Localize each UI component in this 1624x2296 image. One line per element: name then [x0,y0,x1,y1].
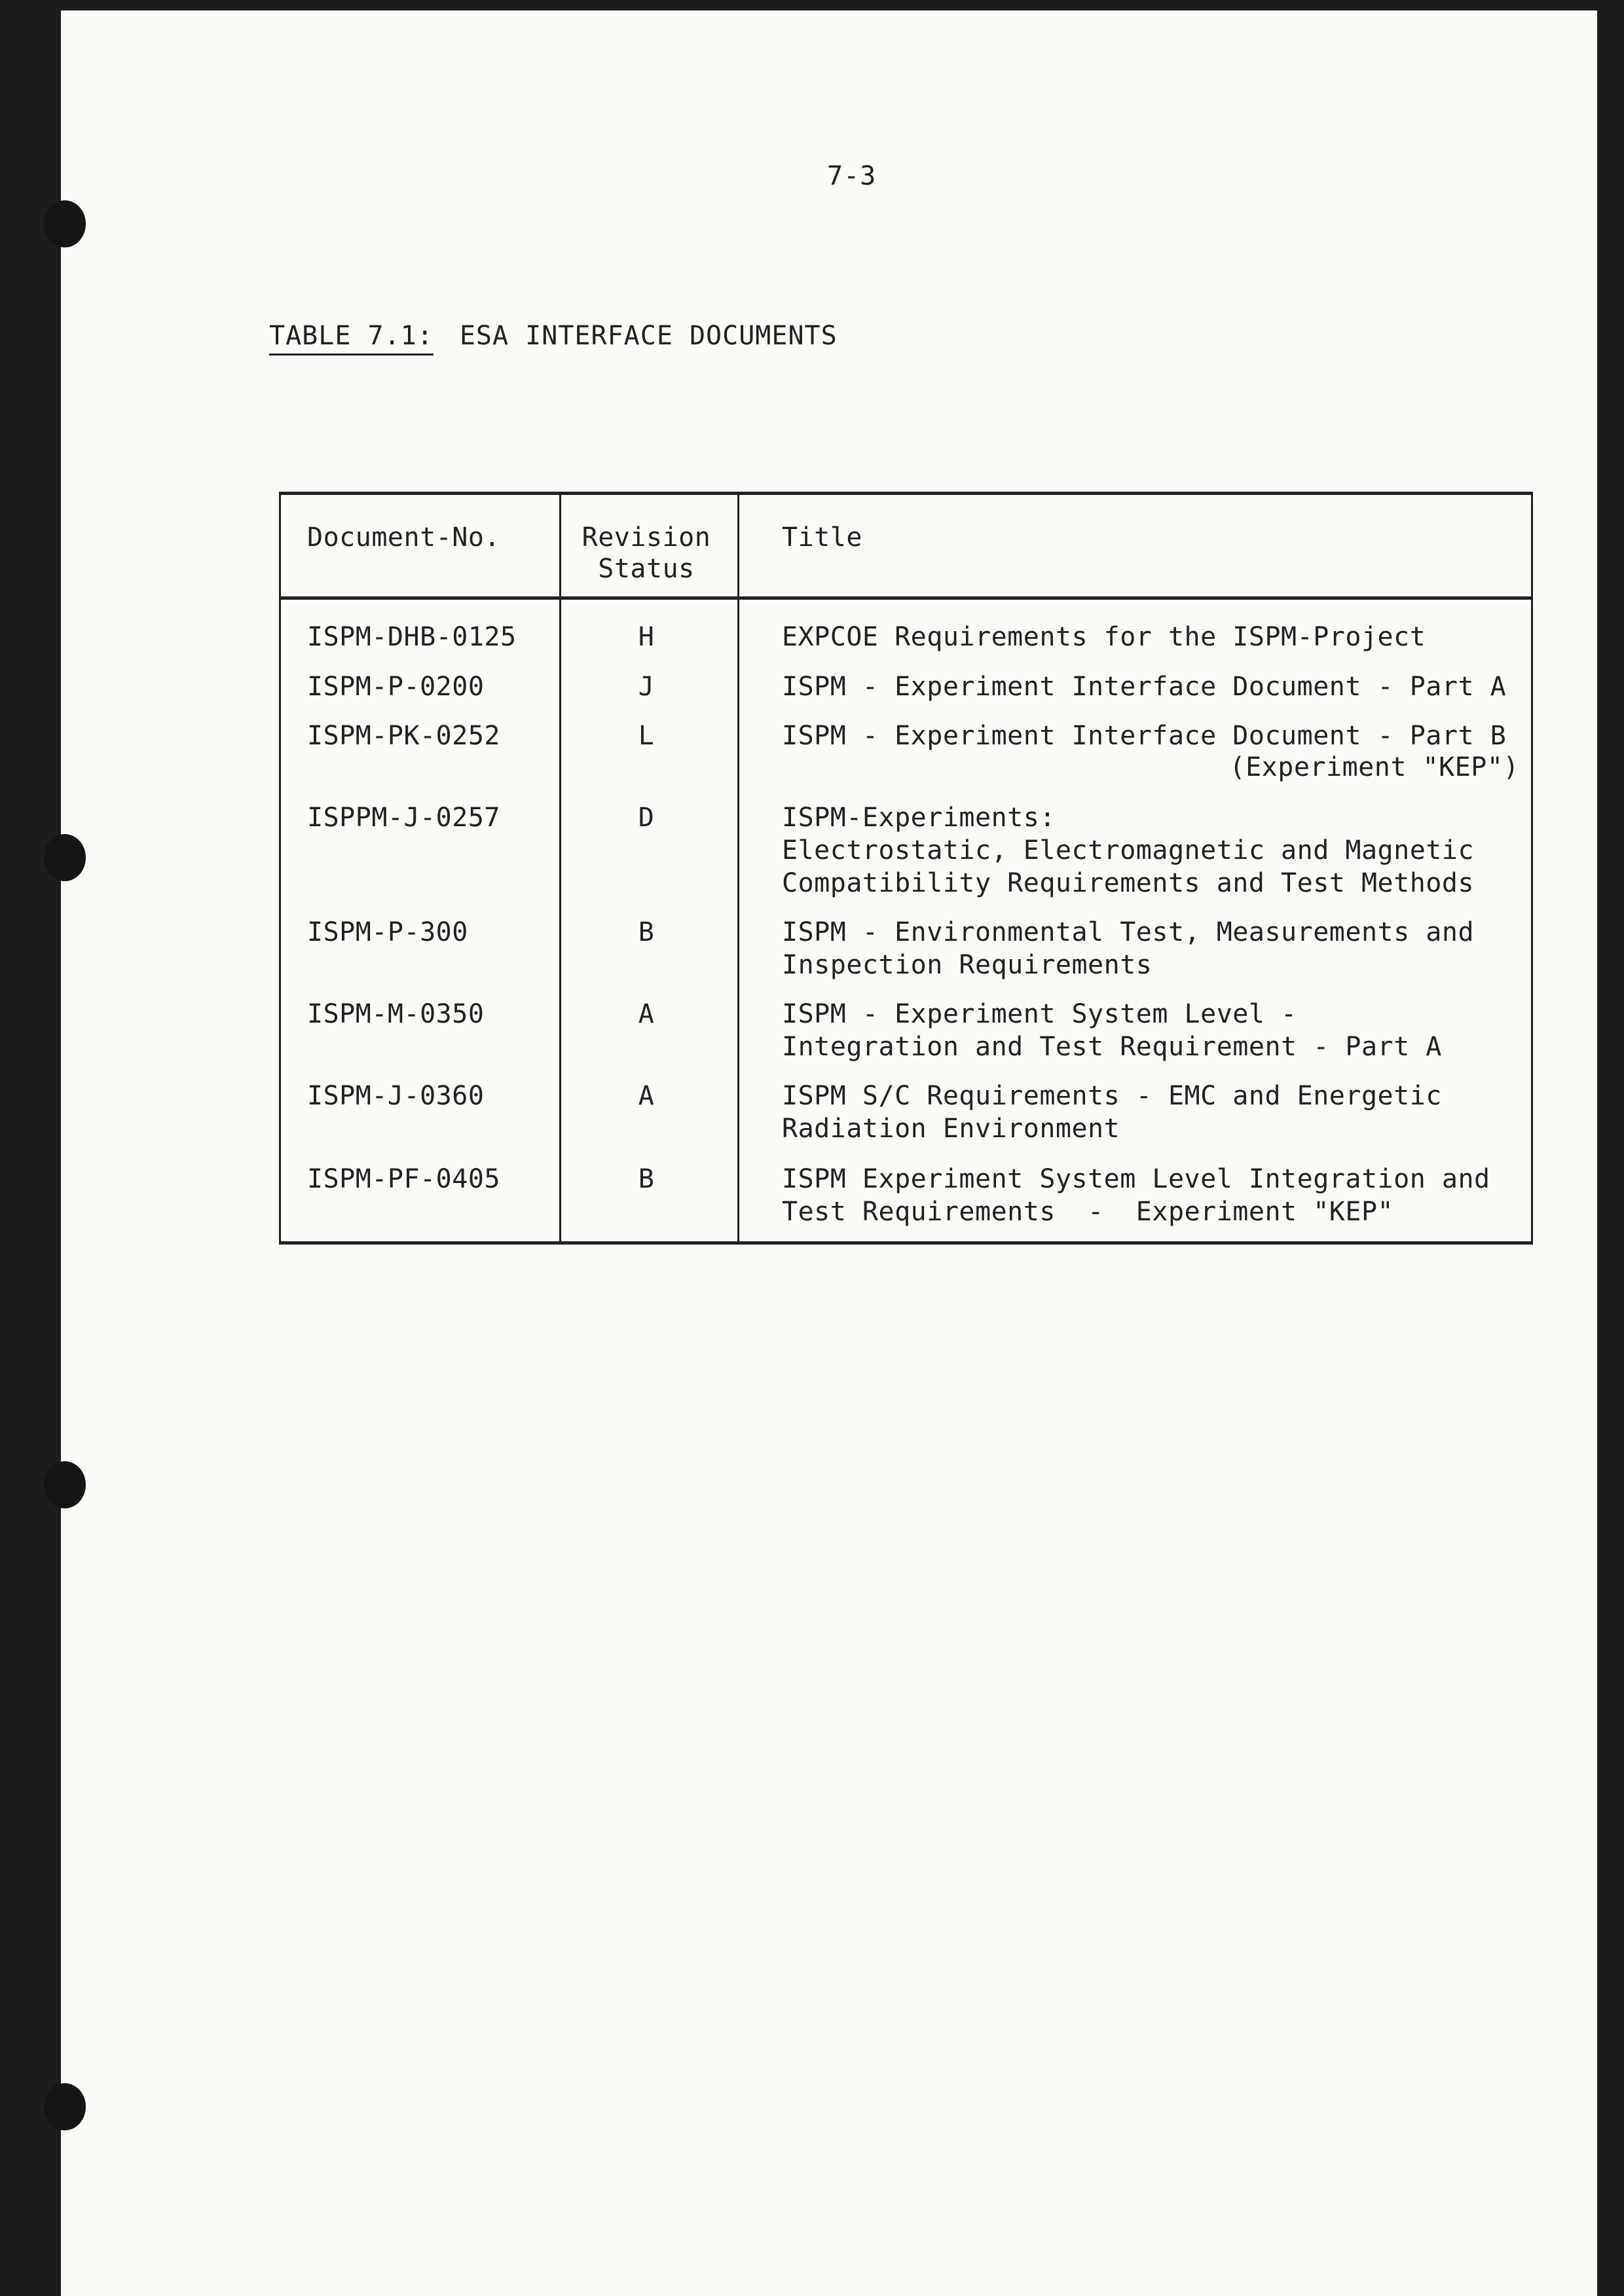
row-3-title-line-1: ISPM - Experiment Interface Document - Part B [782,721,1507,751]
row-5-revision: B [638,917,655,947]
binder-hole [44,2083,86,2130]
binder-hole [44,834,86,881]
row-6-title-line-2: Integration and Test Requirement - Part A [782,1032,1442,1062]
row-4-title-line-1: ISPM-Experiments: [782,803,1056,833]
row-6-title-line-1: ISPM - Experiment System Level - [782,999,1297,1029]
header-title: Title [782,522,862,553]
interface-documents-table [279,492,1533,1245]
row-5-doc-no: ISPM-P-300 [307,917,468,947]
row-3-doc-no: ISPM-PK-0252 [307,721,500,751]
row-3-revision: L [638,721,655,751]
page-number: 7-3 [827,161,877,191]
row-4-doc-no: ISPPM-J-0257 [307,803,500,833]
binder-hole [44,200,86,247]
row-1-doc-no: ISPM-DHB-0125 [307,622,517,652]
binder-hole [44,1461,86,1508]
row-2-doc-no: ISPM-P-0200 [307,672,485,702]
row-8-revision: B [638,1164,655,1194]
row-2-revision: J [638,672,655,702]
row-3-title-line-2: (Experiment "KEP") [1229,752,1519,782]
row-1-revision: H [638,622,655,652]
row-7-doc-no: ISPM-J-0360 [307,1081,485,1111]
column-divider [737,495,739,1241]
row-7-title-line-2: Radiation Environment [782,1114,1120,1144]
row-4-title-line-3: Compatibility Requirements and Test Methods [782,868,1475,898]
document-page [61,10,1597,2296]
row-8-doc-no: ISPM-PF-0405 [307,1164,500,1194]
header-document-no: Document-No. [307,522,500,553]
column-divider [559,495,561,1241]
row-4-revision: D [638,803,655,833]
row-6-doc-no: ISPM-M-0350 [307,999,485,1029]
row-5-title-line-2: Inspection Requirements [782,950,1153,980]
row-7-title-line-1: ISPM S/C Requirements - EMC and Energetic [782,1081,1442,1111]
row-2-title: ISPM - Experiment Interface Document - Part A [782,672,1507,702]
header-revision: Revision [581,522,711,553]
row-8-title-line-2: Test Requirements - Experiment "KEP" [782,1197,1394,1227]
row-8-title-line-1: ISPM Experiment System Level Integration and [782,1164,1490,1194]
header-status: Status [598,554,695,584]
row-7-revision: A [638,1081,655,1111]
table-caption [269,321,838,351]
row-1-title: EXPCOE Requirements for the ISPM-Project [782,622,1426,652]
row-5-title-line-1: ISPM - Environmental Test, Measurements and [782,917,1475,947]
row-4-title-line-2: Electrostatic, Electromagnetic and Magnetic [782,835,1475,866]
table-caption-title: ESA INTERFACE DOCUMENTS [459,321,838,351]
row-6-revision: A [638,999,655,1029]
table-caption-label: TABLE 7.1: [269,321,434,355]
header-rule [281,596,1531,600]
